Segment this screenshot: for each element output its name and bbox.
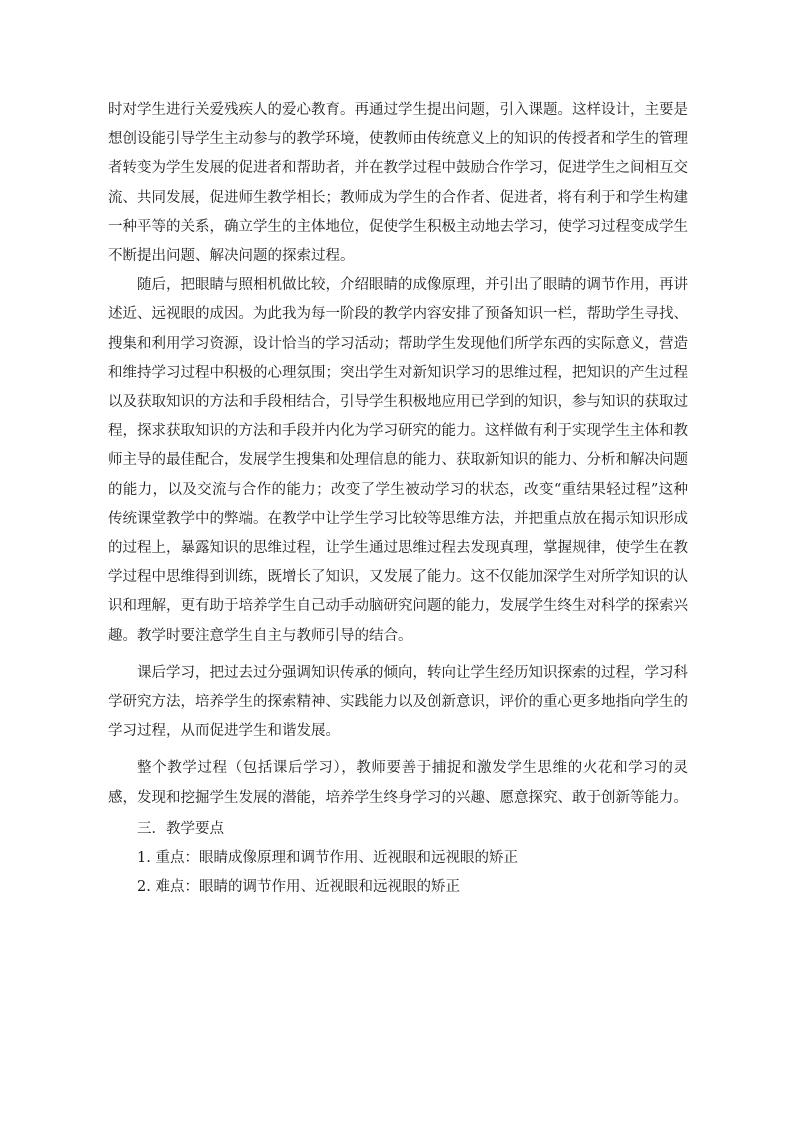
list-item-key-point: 1. 重点：眼睛成像原理和调节作用、近视眼和远视眼的矫正: [137, 850, 518, 867]
list-item-difficult-point: 2. 难点：眼睛的调节作用、近视眼和远视眼的矫正: [137, 879, 460, 896]
paragraph-2: 随后，把眼睛与照相机做比较，介绍眼睛的成像原理，并引出了眼睛的调节作用，再讲述近、远视眼的成因。为此我为每一阶段的教学内容安排了预备知识一栏，帮助学生寻找、搜集和利用学习资源，设计恰当的学习活动；帮助学生发现他们所学东西的实际意义，营造和维持学习过程中积极的心理氛围；突出学生对新知识学习的思维过程，把知识的产生过程以及获取知识的方法和手段相结合，引导学生积极地应用已学到的知识，参与知识的获取过程，探求获取知识的方法和手段并内化为学习研究的能力。这样做有利于实现学生主体和教师主导的最佳配合，发展学生搜集和处理信息的能力、获取新知识的能力、分析和解决问题的能力，以及交流与合作的能力；改变了学生被动学习的状态，改变“重结果轻过程”这种传统课堂教学中的弊端。在教学中让学生学习比较等思维方法，并把重点放在揭示知识形成的过程上，暴露知识的思维过程，让学生通过思维过程去发现真理，掌握规律，使学生在教学过程中思维得到训练，既增长了知识，又发展了能力。这不仅能加深学生对所学知识的认识和理解，更有助于培养学生自己动手动脑研究问题的能力，发展学生终生对科学的探索兴趣。教学时要注意学生自主与教师引导的结合。: [108, 277, 688, 644]
paragraph-4: 整个教学过程（包括课后学习），教师要善于捕捉和激发学生思维的火花和学习的灵感，发现和挖掘学生发展的潜能，培养学生终身学习的兴趣、愿意探究、敢于创新等能力。: [108, 760, 688, 806]
paragraph-1: 时对学生进行关爱残疾人的爱心教育。再通过学生提出问题，引入课题。这样设计，主要是想创设能引导学生主动参与的教学环境，使教师由传统意义上的知识的传授者和学生的管理者转变为学生发展的促进者和帮助者，并在教学过程中鼓励合作学习，促进学生之间相互交流、共同发展，促进师生教学相长；教师成为学生的合作者、促进者，将有利于和学生构建一种平等的关系，确立学生的主体地位，促使学生积极主动地去学习，使学习过程变成学生不断提出问题、解决问题的探索过程。: [108, 102, 688, 265]
document-page: [108, 96, 688, 902]
paragraph-3: 课后学习，把过去过分强调知识传承的倾向，转向让学生经历知识探索的过程，学习科学研究方法，培养学生的探索精神、实践能力以及创新意识，评价的重心更多地指向学生的学习过程，从而促进学生和谐发展。: [108, 664, 688, 740]
section-heading: 三．教学要点: [137, 820, 224, 837]
